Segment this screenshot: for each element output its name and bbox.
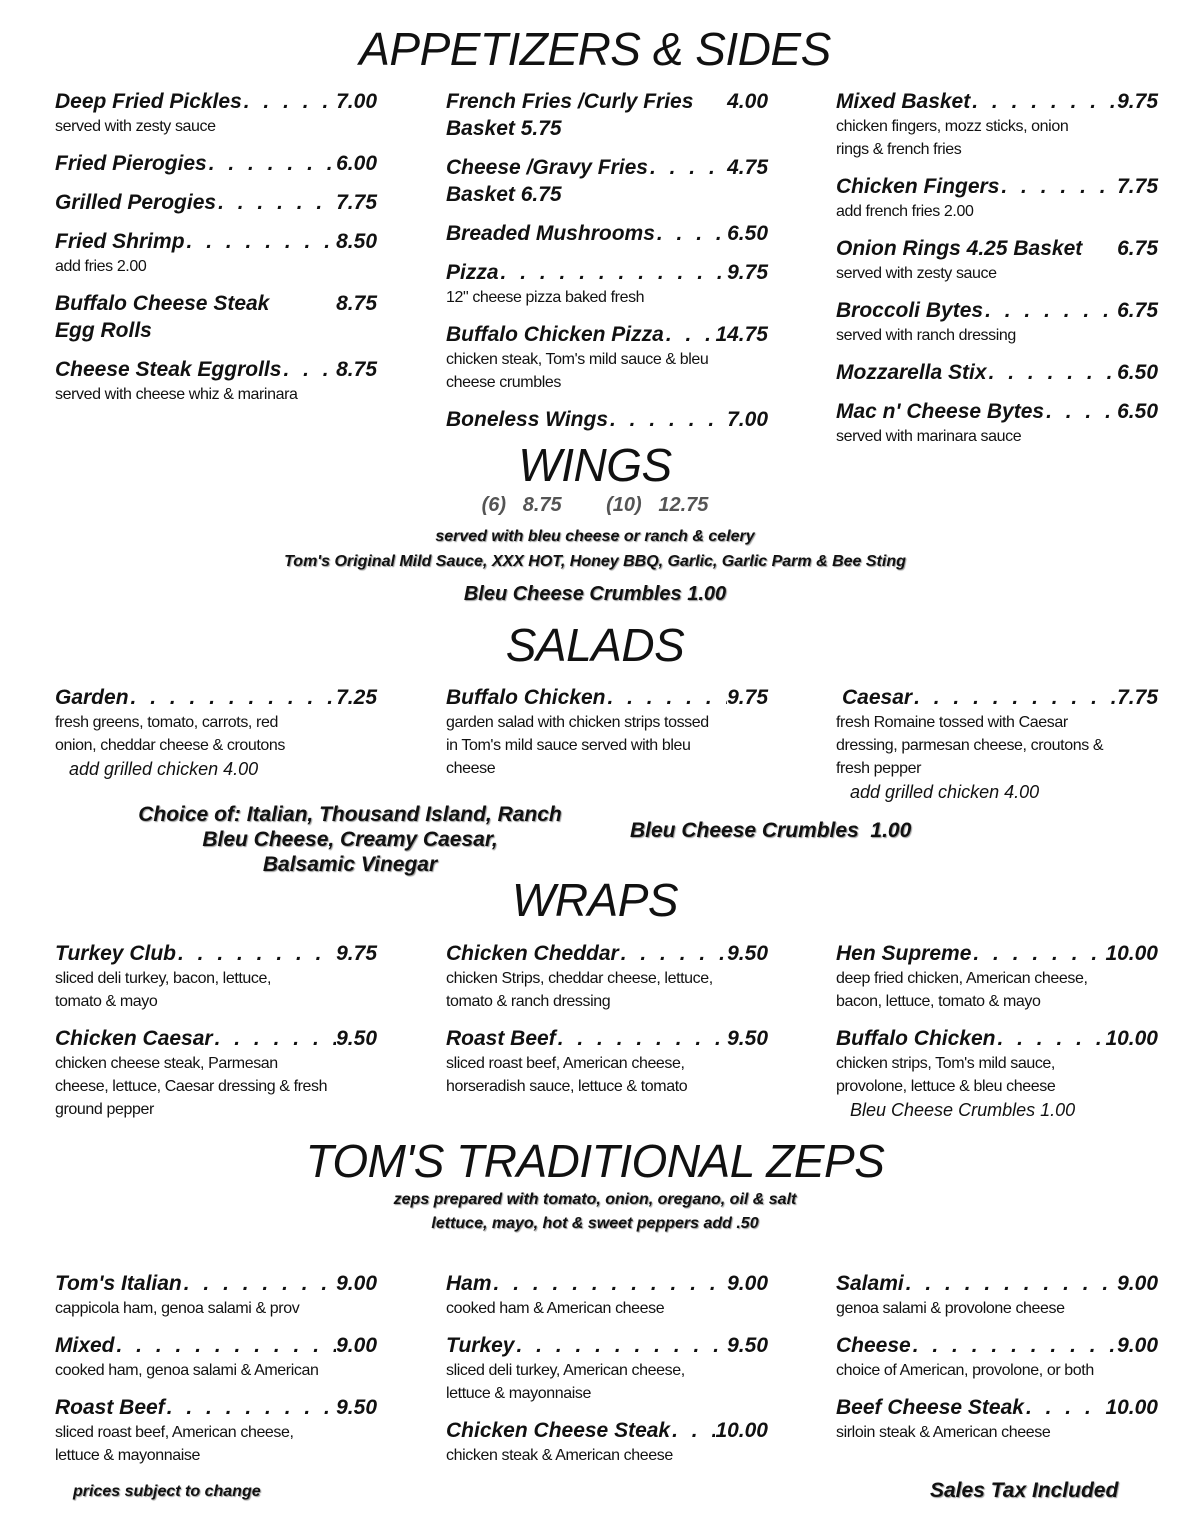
salads-title: SALADS [505, 619, 685, 671]
menu-item: Beef Cheese Steak . . . 10.00 sirloin steak & American cheese [836, 1394, 1158, 1444]
wraps-title: WRAPS [511, 874, 679, 926]
menu-item: Hen Supreme . . . 10.00 deep fried chicken, American cheese, bacon, lettuce, tomato & mayo [836, 940, 1158, 1013]
salad-garden: Garden . . . 7.25 fresh greens, tomato, carrots, red onion, cheddar cheese & croutons add grilled chicken 4.00 [55, 684, 377, 781]
zeps-column-3 [836, 1270, 1158, 1456]
salads-bleu-cheese-crumbles: Bleu Cheese Crumbles 1.00 [630, 819, 912, 842]
menu-item: Grilled Perogies . . . 7.75 [55, 189, 377, 216]
menu-item: Cheese . . . 9.00 choice of American, provolone, or both [836, 1332, 1158, 1382]
wraps-column-1 [55, 940, 377, 1133]
appetizers-title: APPETIZERS & SIDES [359, 23, 831, 75]
menu-item: Turkey Club . . . 9.75 sliced deli turkey, bacon, lettuce, tomato & mayo [55, 940, 377, 1013]
menu-item: Mozzarella Stix . . . 6.50 [836, 359, 1158, 386]
menu-item: Fried Shrimp . . . 8.50 add fries 2.00 [55, 228, 377, 278]
menu-item: Tom's Italian . . . 9.00 cappicola ham, genoa salami & prov [55, 1270, 377, 1320]
menu-item: Chicken Fingers . . . 7.75 add french fries 2.00 [836, 173, 1158, 223]
menu-item: Fried Pierogies . . . 6.00 [55, 150, 377, 177]
zeps-column-1 [55, 1270, 377, 1479]
dressing-choices: Choice of: Italian, Thousand Island, Ranch Bleu Cheese, Creamy Caesar, Balsamic Vinegar [138, 803, 562, 876]
menu-item: Onion Rings 4.25 Basket 6.75 served with zesty sauce [836, 237, 1158, 282]
zeps-note-2: lettuce, mayo, hot & sweet peppers add .50 [431, 1215, 759, 1232]
menu-item: Chicken Caesar . . . 9.50 chicken cheese steak, Parmesan cheese, lettuce, Caesar dressing & fresh ground pepper [55, 1025, 377, 1121]
appetizers-column-3 [836, 88, 1158, 460]
wraps-column-3 [836, 940, 1158, 1134]
menu-item: Ham . . . 9.00 cooked ham & American cheese [446, 1270, 768, 1320]
menu-item: Mixed Basket . . . 9.75 chicken fingers, mozz sticks, onion rings & french fries [836, 88, 1158, 161]
wings-title: WINGS [518, 439, 672, 491]
footer-sales-tax: Sales Tax Included [930, 1479, 1119, 1502]
appetizers-column-2 [446, 88, 768, 445]
menu-item: Deep Fried Pickles . . . 7.00 served with zesty sauce [55, 88, 377, 138]
menu-item: French Fries /Curly Fries 4.00 Basket 5.75 [446, 90, 768, 140]
menu-item: Mixed . . . 9.00 cooked ham, genoa salami & American [55, 1332, 377, 1382]
menu-item: Buffalo Chicken Pizza . . . 14.75 chicken steak, Tom's mild sauce & bleu cheese crumbles [446, 321, 768, 394]
appetizers-column-1 [55, 88, 377, 418]
menu-item: Buffalo Chicken . . . 10.00 chicken strips, Tom's mild sauce, provolone, lettuce & bleu cheese Bleu Cheese Crumbles 1.00 [836, 1025, 1158, 1122]
wraps-column-2 [446, 940, 768, 1110]
salad-caesar: Caesar . . . 7.75 fresh Romaine tossed with Caesar dressing, parmesan cheese, croutons & fresh pepper add grilled chicken 4.00 [836, 684, 1158, 804]
wings-prices: (6) 8.75 (10) 12.75 [481, 494, 709, 516]
wings-served-with: served with bleu cheese or ranch & celery [435, 528, 755, 545]
wings-bleu-cheese-crumbles: Bleu Cheese Crumbles 1.00 [463, 583, 727, 605]
menu-item: Roast Beef . . . 9.50 sliced roast beef, American cheese, horseradish sauce, lettuce & tomato [446, 1025, 768, 1098]
zeps-title: TOM'S TRADITIONAL ZEPS [305, 1135, 885, 1187]
zeps-column-2 [446, 1270, 768, 1479]
menu-item: Salami . . . 9.00 genoa salami & provolone cheese [836, 1270, 1158, 1320]
menu-item: Boneless Wings . . . 7.00 [446, 406, 768, 433]
menu-item: Cheese /Gravy Fries . . . 4.75 Basket 6.75 [446, 154, 768, 208]
footer-prices-note: prices subject to change [73, 1483, 261, 1500]
menu-item: Breaded Mushrooms . . . 6.50 [446, 220, 768, 247]
wings-sauces: Tom's Original Mild Sauce, XXX HOT, Honey BBQ, Garlic, Garlic Parm & Bee Sting [284, 553, 906, 570]
menu-item: Chicken Cheddar . . . 9.50 chicken Strips, cheddar cheese, lettuce, tomato & ranch dressing [446, 940, 768, 1013]
zeps-note-1: zeps prepared with tomato, onion, oregano, oil & salt [393, 1191, 797, 1208]
menu-item: Broccoli Bytes . . . 6.75 served with ranch dressing [836, 297, 1158, 347]
menu-item: Turkey . . . 9.50 sliced deli turkey, American cheese, lettuce & mayonnaise [446, 1332, 768, 1405]
menu-item: Cheese Steak Eggrolls . . . 8.75 served with cheese whiz & marinara [55, 356, 377, 406]
salad-buffalo-chicken: Buffalo Chicken . . . 9.75 garden salad with chicken strips tossed in Tom's mild sauce served with bleu cheese [446, 684, 768, 780]
menu-item: Chicken Cheese Steak . . . 10.00 chicken steak & American cheese [446, 1417, 768, 1467]
menu-item: Buffalo Cheese Steak 8.75 Egg Rolls [55, 292, 377, 342]
menu-item: Pizza . . . 9.75 12" cheese pizza baked fresh [446, 259, 768, 309]
menu-item: Mac n' Cheese Bytes . . . 6.50 served with marinara sauce [836, 398, 1158, 448]
menu-item: Roast Beef . . . 9.50 sliced roast beef, American cheese, lettuce & mayonnaise [55, 1394, 377, 1467]
